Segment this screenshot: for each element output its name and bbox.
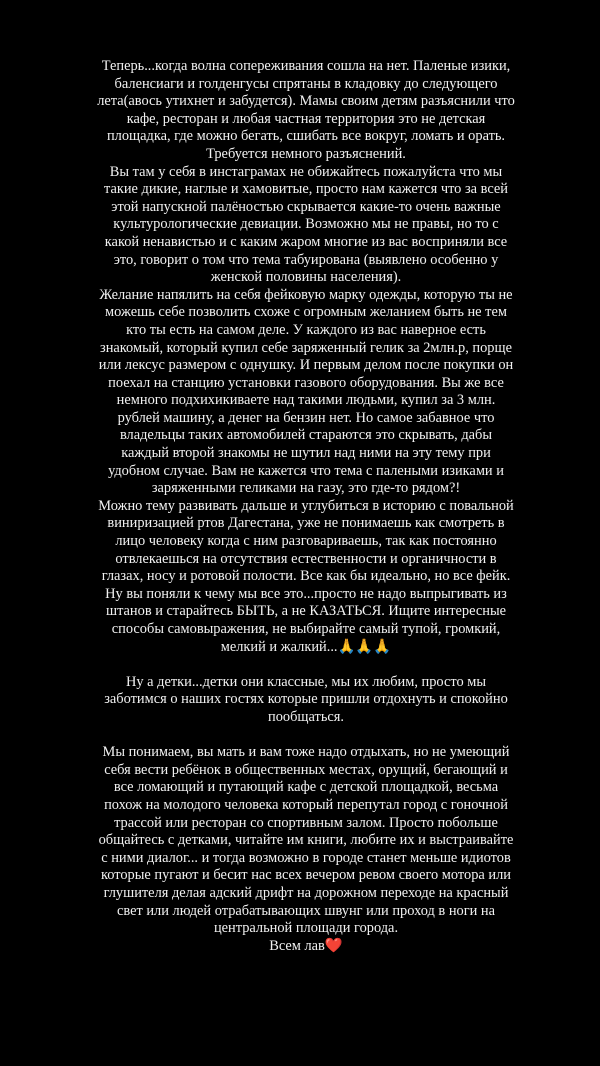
paragraph-fake-brands: Желание напялить на себя фейковую марку одежды, которую ты не можешь себе позволить схоже с огромным желанием быть не тем кто ты есть на самом деле. У каждого из вас наверное есть знакомый, который купил себе заряженный гелик за 2млн.р, порще или лексус размером с однушку. И первым делом после покупки он поехал на станцию установки газового оборудования. Вы же все немного подхихикиваете над такими людьми, купил за 3 млн. рублей машину, а денег на бензин нет. Но самое забавное что владельцы таких автомобилей стараются это скрывать, дабы каждый второй знакомы не шутил над ними на эту тему при удобном случае. Вам не кажется что тема с палеными изиками и заряженными геликами на газу, это где-то рядом?!: [98, 286, 514, 497]
paragraph-veneers: Можно тему развивать дальше и углубиться в историю с повальной виниризацией ртов Дагестана, уже не понимаешь как смотреть в лицо человеку когда с ним разговариваешь, так как постоянно отвлекаешься на отсутствия естественности и органичности в глазах, носу и ротовой полости. Все как бы идеально, но все фейк. Ну вы поняли к чему мы все это...просто не надо выпрыгивать из штанов и старайтесь БЫТЬ, а не КАЗАТЬСЯ. Ищите интересные способы самовыражения, не выбирайте самый тупой, громкий, мелкий и жалкий...🙏🙏🙏: [98, 497, 514, 655]
paragraph-explanation-heading: Требуется немного разъяснений.: [206, 145, 406, 162]
paragraph-kids: Ну а детки...детки они классные, мы их любим, просто мы заботимся о наших гостях которые пришли отдохнуть и спокойно пообщаться.: [104, 673, 508, 725]
paragraph-intro: Теперь...когда волна сопереживания сошла на нет. Паленые изики, баленсиаги и голденгусы спрятаны в кладовку до следующего лета(авось утихнет и забудется). Мамы своим детям разъяснили что кафе, ресторан и любая частная территория это не детская площадка, где можно бегать, сшибать все вокруг, ломать и орать.: [97, 58, 515, 145]
paragraph-signoff: Всем лав❤️: [269, 937, 343, 954]
story-text: [96, 58, 516, 955]
paragraph-mothers: Мы понимаем, вы мать и вам тоже надо отдыхать, но не умеющий себя вести ребёнок в общественных местах, орущий, бегающий и все ломающий и путающий кафе с детской площадкой, весьма похож на молодого человека который перепутал город с гоночной трассой или ресторан со спортивным залом. Просто побольше общайтесь с детками, читайте им книги, любите их и выстраивайте с ними диалог... и тогда возможно в городе станет меньше идиотов которые пугают и бесит нас всех вечером ревом своего мотора или глушителя делая адский дрифт на дорожном переходе на красный свет или людей отрабатывающих швунг или проход в ноги на центральной площади города.: [98, 744, 514, 937]
paragraph-spacer: [96, 656, 516, 674]
paragraph-instagram: Вы там у себя в инстаграмах не обижайтесь пожалуйста что мы такие дикие, наглые и хамовитые, просто нам кажется что за всей этой напускной палёностью скрывается какие-то очень важные культурологические девиации. Возможно мы не правы, но то с какой ненавистью и с каким жаром многие из вас восприняли все это, говорит о том что тема табуирована (выявлено особенно у женской половины населения).: [103, 163, 508, 286]
paragraph-spacer: [96, 727, 516, 745]
